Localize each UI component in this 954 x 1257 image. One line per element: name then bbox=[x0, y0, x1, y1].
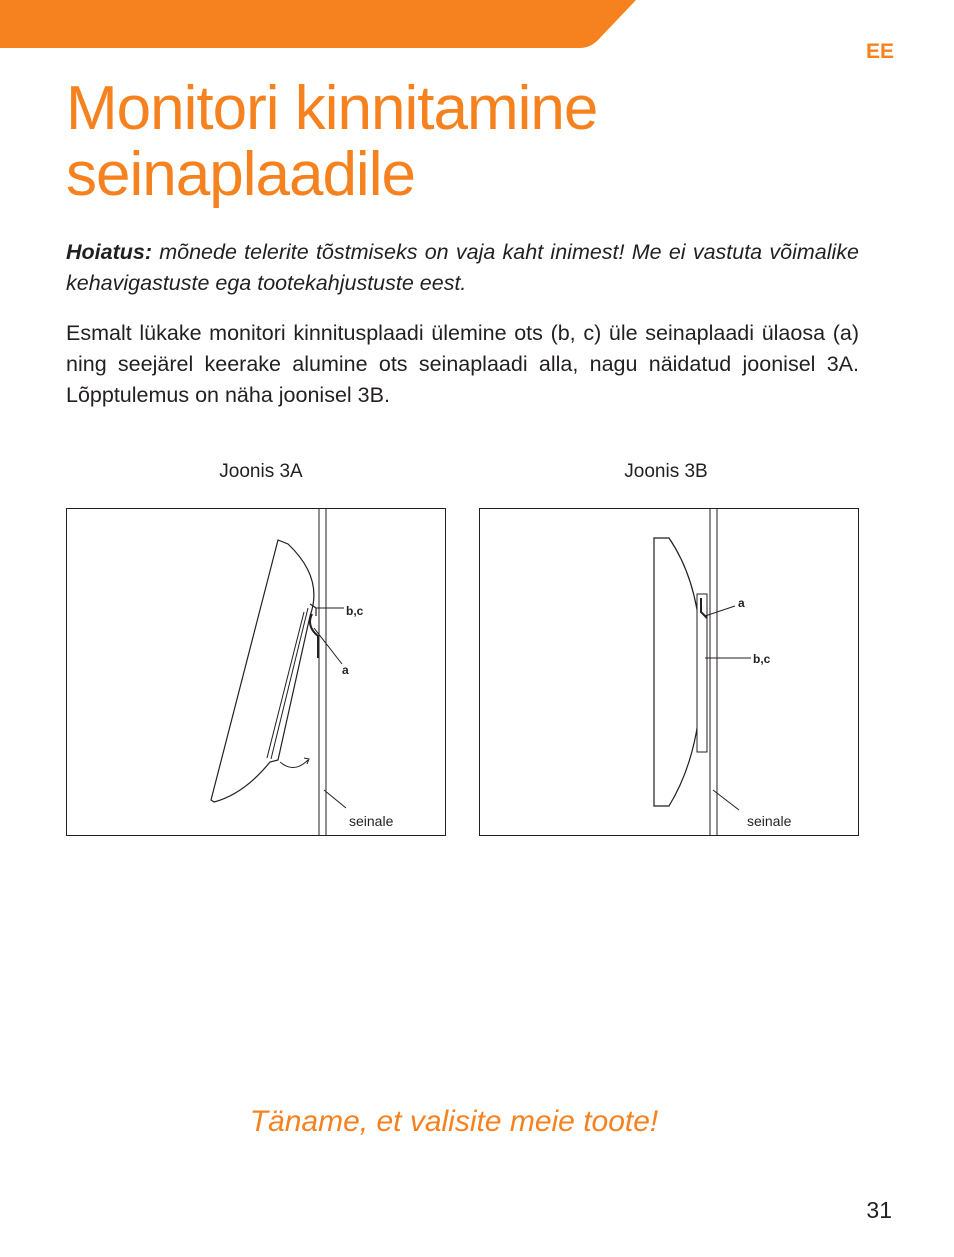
figure-3b bbox=[479, 508, 859, 836]
figure-3b-wall-label: seinale bbox=[747, 813, 792, 829]
warning-text: mõnede telerite tõstmiseks on vaja kaht inimest! Me ei vastuta võimalike kehavigastuste ega tootekahjustuste eest. bbox=[66, 240, 859, 295]
warning-label: Hoiatus: bbox=[66, 240, 152, 264]
top-accent-bar bbox=[0, 0, 640, 48]
figure-3a-label-bc: b,c bbox=[346, 604, 364, 618]
instruction-paragraph: Esmalt lükake monitori kinnitusplaadi ülemine ots (b, c) üle seinaplaadi ülaosa (a) ning seejärel keerake alumine ots seinaplaadi alla, nagu näidatud joonisel 3A. Lõpptulemus on näha joonisel 3B. bbox=[66, 321, 859, 407]
language-code: EE bbox=[865, 40, 894, 63]
page-number: 31 bbox=[866, 1197, 892, 1223]
figure-3b-label-bc: b,c bbox=[753, 652, 771, 666]
page-title-line-2: seinaplaadile bbox=[66, 140, 415, 209]
thank-you-message: Täname, et valisite meie toote! bbox=[249, 1105, 659, 1138]
figure-3a-label-a: a bbox=[342, 663, 349, 677]
figure-3b-drawing bbox=[479, 508, 859, 836]
page-title bbox=[66, 76, 597, 208]
warning-paragraph bbox=[66, 237, 859, 299]
figure-3b-caption: Joonis 3B bbox=[624, 461, 708, 482]
figure-3a-caption: Joonis 3A bbox=[219, 461, 303, 482]
figure-3a-drawing bbox=[66, 508, 446, 836]
figure-3a-wall-label: seinale bbox=[349, 813, 394, 829]
figure-3b-label-a: a bbox=[738, 596, 745, 610]
figure-3a bbox=[66, 508, 446, 836]
page-title-line-1: Monitori kinnitamine bbox=[66, 74, 598, 143]
